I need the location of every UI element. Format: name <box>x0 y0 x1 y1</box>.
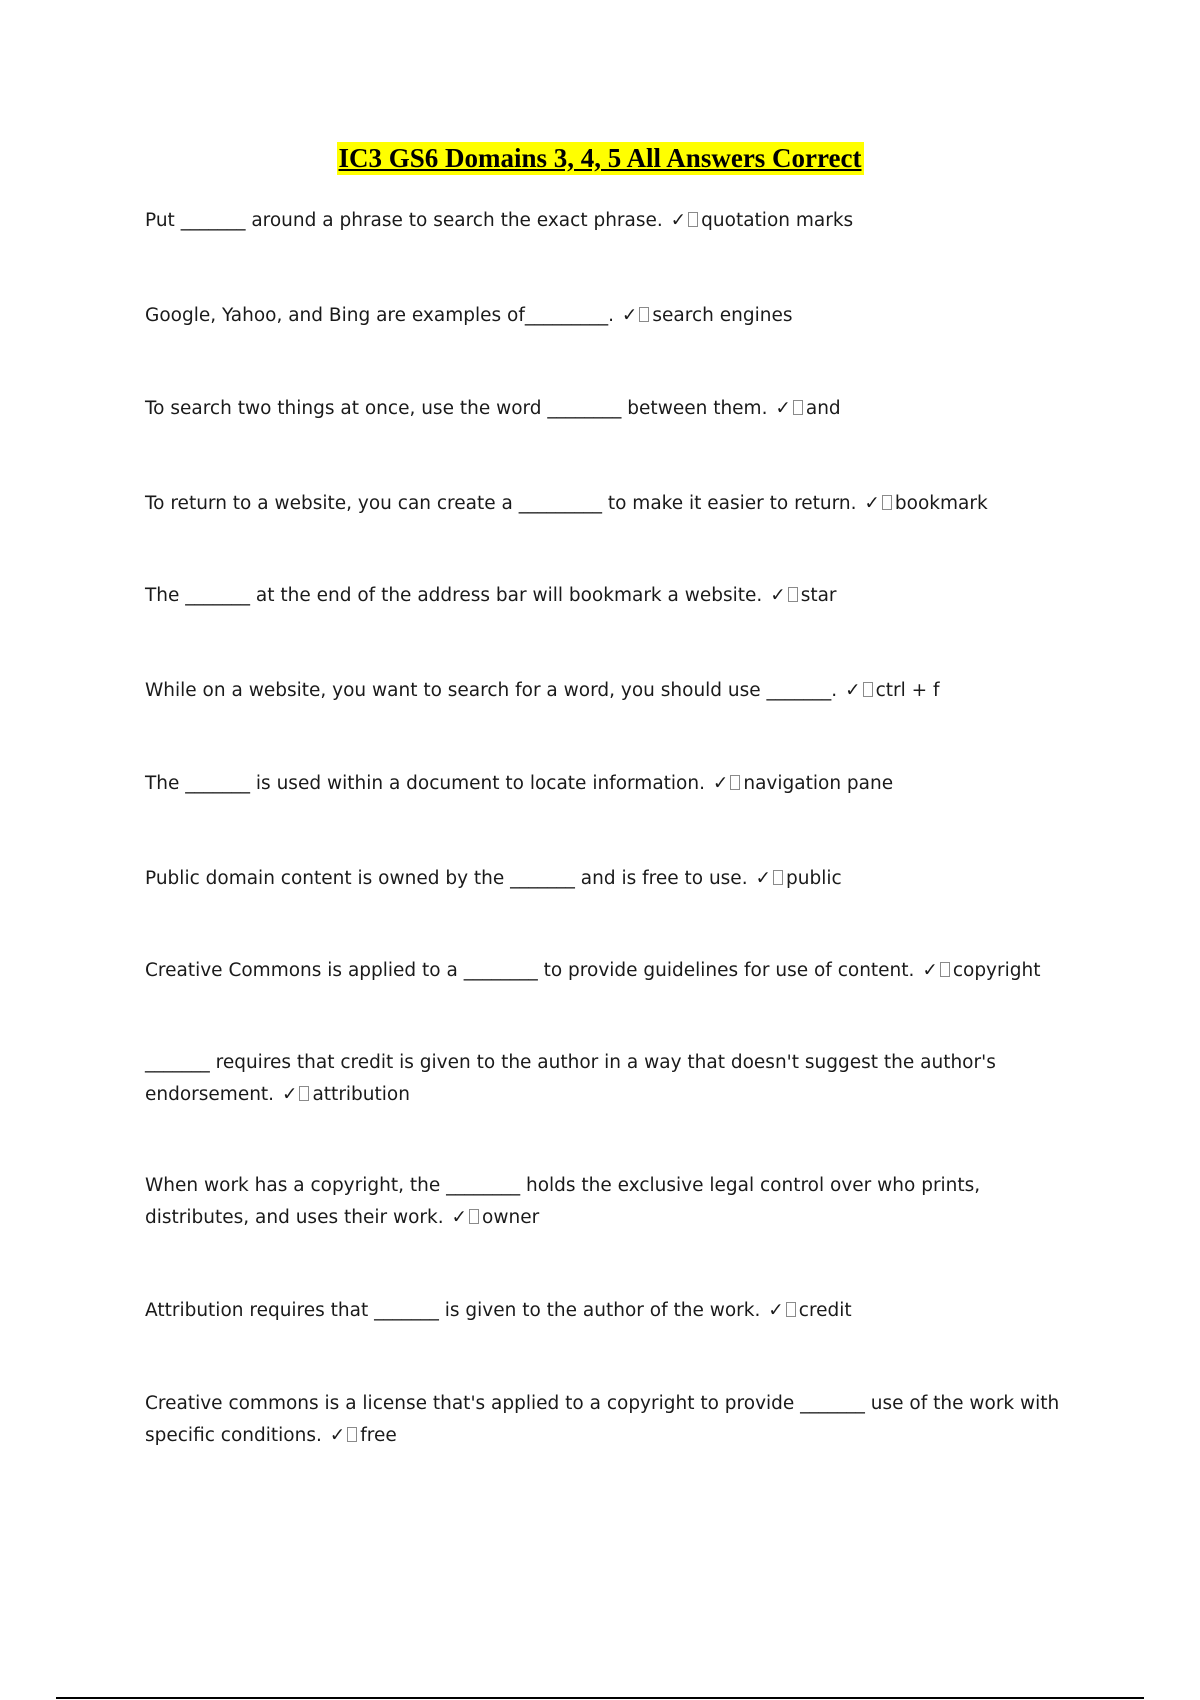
checkbox-glyph-icon <box>786 1302 796 1317</box>
title-wrapper <box>0 142 1200 175</box>
answer-text: and <box>805 398 841 419</box>
check-mark-icon: ✓ <box>451 1207 468 1228</box>
check-mark-icon: ✓ <box>281 1084 298 1105</box>
check-mark-icon: ✓ <box>770 585 786 606</box>
checkbox-glyph-icon <box>347 1427 357 1442</box>
page-title: IC3 GS6 Domains 3, 4, 5 All Answers Correct <box>338 143 862 173</box>
checkbox-glyph-icon <box>299 1086 309 1101</box>
check-mark-icon: ✓ <box>864 493 880 514</box>
checkbox-glyph-icon <box>940 962 950 977</box>
question-text: The _______ is used within a document to locate information. <box>145 773 705 794</box>
question-item <box>145 768 1085 800</box>
question-text: When work has a copyright, the ________ holds the exclusive legal control over who prints, distributes, and uses their work. <box>145 1175 981 1228</box>
question-text: While on a website, you want to search for a word, you should use _______. <box>145 680 838 701</box>
checkbox-glyph-icon <box>882 495 892 510</box>
question-item <box>145 205 1085 237</box>
question-text: Creative Commons is applied to a ________ to provide guidelines for use of content. <box>145 960 915 981</box>
answer-text: public <box>785 868 842 889</box>
question-item <box>145 488 1085 520</box>
check-mark-icon: ✓ <box>775 398 791 419</box>
footer-divider <box>56 1697 1144 1699</box>
question-text: Attribution requires that _______ is given to the author of the work. <box>145 1300 761 1321</box>
answer-text: bookmark <box>894 493 988 514</box>
check-mark-icon: ✓ <box>670 210 687 231</box>
checkbox-glyph-icon <box>688 212 698 227</box>
question-text: _______ requires that credit is given to the author in a way that doesn't suggest the author's endorsement. <box>145 1052 996 1105</box>
checkbox-glyph-icon <box>730 775 740 790</box>
question-item <box>145 1388 1085 1452</box>
question-item <box>145 393 1085 425</box>
question-item <box>145 675 1085 707</box>
answer-text: quotation marks <box>701 210 854 231</box>
answer-text: copyright <box>952 960 1041 981</box>
checkbox-glyph-icon <box>863 682 873 697</box>
question-text: To search two things at once, use the word ________ between them. <box>145 398 768 419</box>
check-mark-icon: ✓ <box>768 1300 784 1321</box>
checkbox-glyph-icon <box>773 870 783 885</box>
question-item <box>145 1047 1085 1111</box>
question-text: Put _______ around a phrase to search the exact phrase. <box>145 210 663 231</box>
answer-text: owner <box>482 1207 540 1228</box>
question-text: Google, Yahoo, and Bing are examples of_________. <box>145 305 614 326</box>
question-text: Public domain content is owned by the _______ and is free to use. <box>145 868 748 889</box>
check-mark-icon: ✓ <box>755 868 771 889</box>
checkbox-glyph-icon <box>469 1209 479 1224</box>
answer-text: credit <box>798 1300 852 1321</box>
question-item <box>145 300 1085 332</box>
question-item <box>145 580 1085 612</box>
question-item <box>145 1170 1085 1234</box>
answer-text: ctrl + f <box>875 680 940 701</box>
question-item <box>145 1295 1085 1327</box>
question-item <box>145 863 1085 895</box>
check-mark-icon: ✓ <box>621 305 638 326</box>
question-text: The _______ at the end of the address bar will bookmark a website. <box>145 585 763 606</box>
answer-text: navigation pane <box>743 773 894 794</box>
checkbox-glyph-icon <box>793 400 803 415</box>
answer-text: star <box>800 585 837 606</box>
check-mark-icon: ✓ <box>712 773 729 794</box>
check-mark-icon: ✓ <box>329 1425 346 1446</box>
answer-text: search engines <box>652 305 793 326</box>
question-text: To return to a website, you can create a _________ to make it easier to return. <box>145 493 857 514</box>
question-text: Creative commons is a license that's applied to a copyright to provide _______ use of the work with specific conditions. <box>145 1393 1060 1446</box>
checkbox-glyph-icon <box>639 307 649 322</box>
check-mark-icon: ✓ <box>922 960 938 981</box>
answer-text: free <box>360 1425 397 1446</box>
checkbox-glyph-icon <box>788 587 798 602</box>
question-item <box>145 955 1085 987</box>
answer-text: attribution <box>312 1084 410 1105</box>
check-mark-icon: ✓ <box>845 680 861 701</box>
